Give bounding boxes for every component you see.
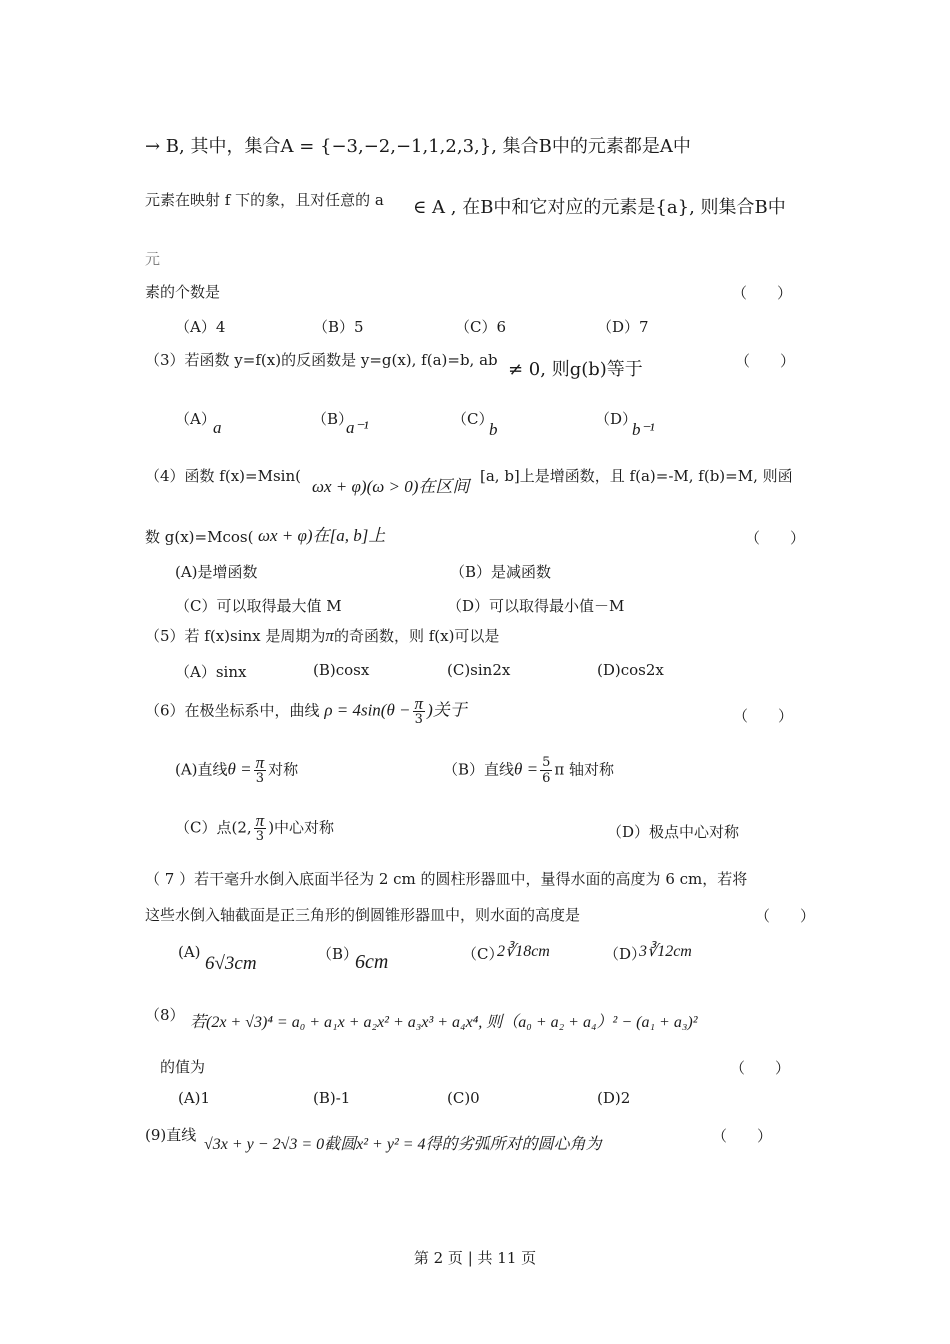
q5-option-c: (C)sin2x: [447, 661, 511, 679]
q2-line2a: 元素在映射 f 下的象，且对任意的 a: [145, 191, 384, 209]
q2-line4: 素的个数是: [145, 283, 221, 301]
q5-option-b: (B)cosx: [313, 661, 370, 679]
q5-option-d: (D)cos2x: [597, 661, 664, 679]
q3-label-d: （D）: [595, 410, 638, 428]
q2-answer-paren: （ ）: [732, 284, 793, 302]
q7-label-a: (A): [178, 943, 201, 961]
q8-label: （8）: [145, 1006, 185, 1024]
q4-stem-c: [a, b]上是增函数，且 f(a)=-M, f(b)=M, 则函: [480, 467, 793, 485]
q8-stem: 若(2x + √3)⁴ = a₀ + a₁x + a₂x² + a₃x³ + a₄x⁴, 则（a₀ + a₂ + a₄）² − (a₁ + a₃)²: [190, 1014, 698, 1031]
q4-option-d: （D）可以取得最小值－M: [447, 597, 625, 615]
q3-answer-paren: （ ）: [735, 352, 796, 370]
q6-option-d: （D）极点中心对称: [607, 823, 740, 841]
q7-label-d: （D）: [604, 945, 647, 963]
page-footer: 第 2 页 | 共 11 页: [413, 1249, 537, 1267]
q2-line2b: ∈ A , 在B中和它对应的元素是{a}, 则集合B中: [413, 197, 786, 218]
q9-stem-a: (9)直线: [145, 1126, 197, 1144]
q6-stem: （6）在极坐标系中，曲线 ρ = 4sin(θ − $\frac{\pi}{3}$ )关于: [145, 694, 467, 727]
q7-value-d: 3∛12cm: [639, 943, 692, 960]
q8-option-a: (A)1: [178, 1089, 211, 1107]
q4-option-a: (A)是增函数: [175, 563, 258, 581]
q7-label-c: （C）: [462, 945, 504, 963]
q8-option-b: (B)-1: [313, 1089, 351, 1107]
q8-answer-paren: （ ）: [730, 1059, 791, 1077]
q2-option-d: （D）7: [597, 318, 649, 336]
q7-line2: 这些水倒入轴截面是正三角形的倒圆锥形器皿中，则水面的高度是: [145, 906, 581, 924]
q6-option-b: （B）直线θ = $\frac{5}{6}$ π 轴对称: [443, 755, 615, 786]
q8-option-d: (D)2: [597, 1089, 631, 1107]
q6-option-c: （C）点(2, $\frac{\pi}{3}$ )中心对称: [175, 811, 335, 844]
q8-option-c: (C)0: [447, 1089, 480, 1107]
q7-answer-paren: （ ）: [755, 907, 816, 925]
q6-option-a: (A)直线θ = $\frac{\pi}{3}$ 对称: [175, 753, 299, 786]
q2-option-a: （A）4: [175, 318, 226, 336]
q6-answer-paren: （ ）: [733, 707, 794, 725]
q3-value-b: a⁻¹: [346, 418, 369, 437]
q4-option-c: （C）可以取得最大值 M: [175, 597, 342, 615]
q8-line2: 的值为: [160, 1058, 206, 1076]
q7-label-b: （B）: [317, 945, 359, 963]
q7-value-a: 6√3cm: [205, 953, 257, 974]
q2-option-b: （B）5: [313, 318, 364, 336]
q6-fraction: $\frac{\pi}{3}$: [414, 694, 424, 727]
q4-stem-a: （4）函数 f(x)=Msin(: [145, 467, 301, 485]
q5-stem: （5）若 f(x)sinx 是周期为π的奇函数，则 f(x)可以是: [145, 626, 500, 645]
q3-value-c: b: [489, 420, 498, 439]
q5-option-a: （A）sinx: [175, 663, 247, 681]
q2-line1: → B, 其中，集合A = {−3,−2,−1,1,2,3,}, 集合B中的元素都是A中: [145, 136, 691, 157]
q4-answer-paren: （ ）: [745, 529, 806, 547]
q3-label-c: （C）: [452, 410, 494, 428]
q3-stem-math: ≠ 0, 则g(b)等于: [508, 359, 643, 380]
q4-stem-b: ωx + φ)(ω > 0)在区间: [312, 477, 470, 496]
q2-option-c: （C）6: [455, 318, 507, 336]
q3-label-a: （A）: [175, 410, 216, 428]
q7-value-c: 2∛18cm: [497, 943, 550, 960]
q2-line3: 元: [145, 250, 161, 268]
q9-stem-b: √3x + y − 2√3 = 0截圆x² + y² = 4得的劣弧所对的圆心角为: [204, 1136, 602, 1153]
q3-label-b: （B）: [312, 410, 354, 428]
q7-value-b: 6cm: [355, 951, 389, 973]
q4-line2a: 数 g(x)=Mcos(: [145, 528, 254, 546]
q3-value-a: a: [213, 418, 222, 437]
q4-option-b: （B）是减函数: [450, 563, 552, 581]
q9-answer-paren: （ ）: [712, 1127, 773, 1145]
q4-line2b: ωx + φ)在[a, b]上: [258, 526, 386, 545]
q3-stem: （3）若函数 y=f(x)的反函数是 y=g(x), f(a)=b, ab: [145, 351, 498, 369]
q7-line1: （ 7 ）若干毫升水倒入底面半径为 2 cm 的圆柱形器皿中，量得水面的高度为 6 cm，若将: [145, 870, 748, 888]
q3-value-d: b⁻¹: [632, 420, 655, 439]
